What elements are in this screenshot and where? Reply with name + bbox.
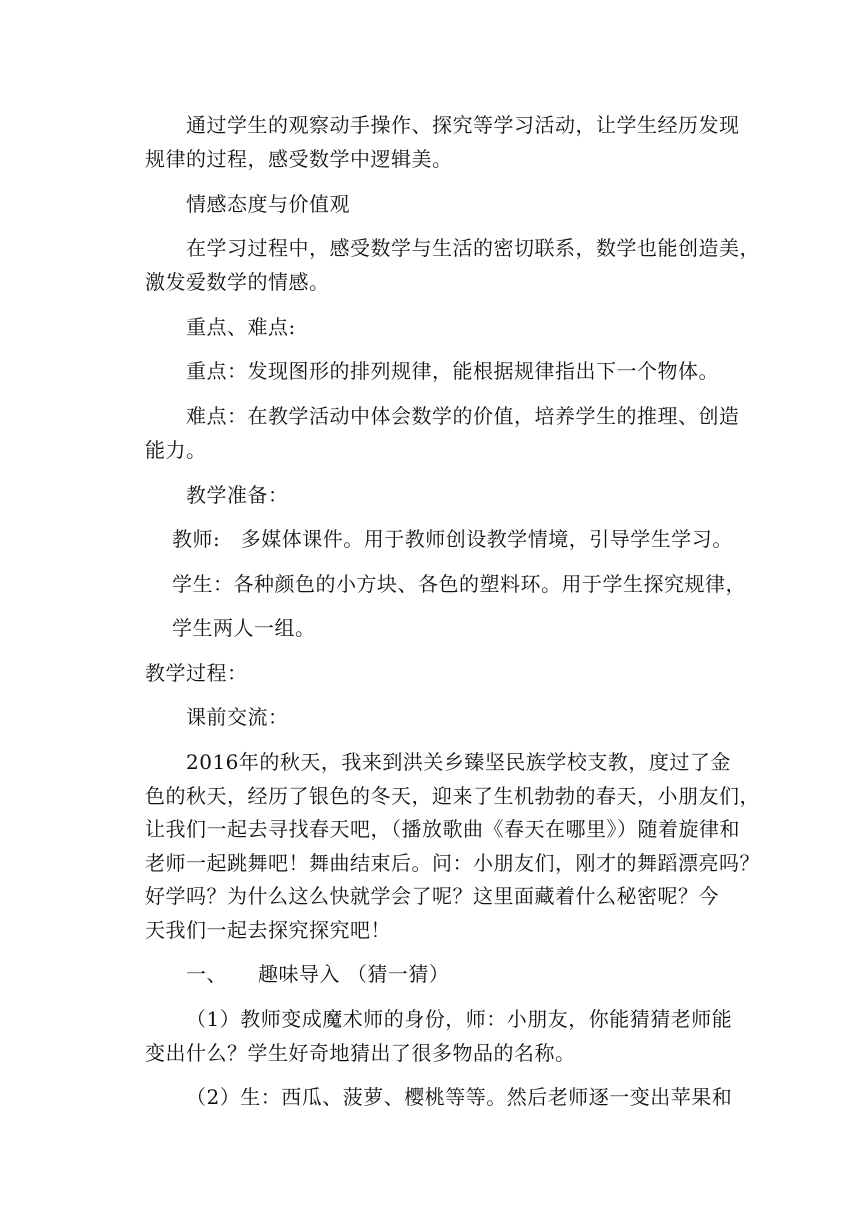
text-line: 教师: 多媒体课件。用于教师创设教学情境，引导学生学习。: [172, 527, 733, 551]
section-heading: 课前交流：: [186, 705, 289, 729]
text-line: 变出什么？学生好奇地猜出了很多物品的名称。: [145, 1041, 576, 1065]
section-heading: 一、 趣味导入 （猜一猜）: [186, 962, 450, 986]
text-line: 好学吗？为什么这么快就学会了呢？这里面藏着什么秘密呢？今: [145, 884, 719, 908]
text-line: 让我们一起去寻找春天吧，（播放歌曲《春天在哪里》）随着旋律和: [145, 817, 740, 841]
section-heading: 教学过程：: [145, 661, 248, 685]
text-line: 学生两人一组。: [172, 616, 316, 640]
text-line: （1）教师变成魔术师的身份，师：小朋友，你能猜猜老师能: [186, 1007, 733, 1031]
text-line: （2）生：西瓜、菠萝、樱桃等等。然后老师逐一变出苹果和: [186, 1085, 733, 1109]
section-heading: 重点、难点:: [186, 315, 296, 339]
text-line: 学生：各种颜色的小方块、各色的塑料环。用于学生探究规律，: [172, 572, 746, 596]
text-line: 色的秋天，经历了银色的冬天，迎来了生机勃勃的春天，小朋友们，: [145, 784, 760, 808]
text-line: 老师一起跳舞吧！舞曲结束后。问：小朋友们，刚才的舞蹈漂亮吗？: [145, 851, 760, 875]
text-line: 激发爱数学的情感。: [145, 270, 330, 294]
text-line: 在学习过程中，感受数学与生活的密切联系，数学也能创造美，: [186, 236, 760, 260]
text-line: 能力。: [145, 438, 207, 462]
section-heading: 情感态度与价值观: [186, 192, 350, 216]
text-line: 难点：在教学活动中体会数学的价值，培养学生的推理、创造: [186, 404, 740, 428]
text-line: 重点：发现图形的排列规律，能根据规律指出下一个物体。: [186, 359, 719, 383]
text-line: 2016年的秋天，我来到洪关乡臻坚民族学校支教，度过了金: [186, 750, 731, 774]
text-line: 天我们一起去探究探究吧！: [145, 918, 391, 942]
section-heading: 教学准备：: [186, 483, 289, 507]
text-line: 通过学生的观察动手操作、探究等学习活动，让学生经历发现: [186, 113, 740, 137]
text-line: 规律的过程，感受数学中逻辑美。: [145, 147, 453, 171]
